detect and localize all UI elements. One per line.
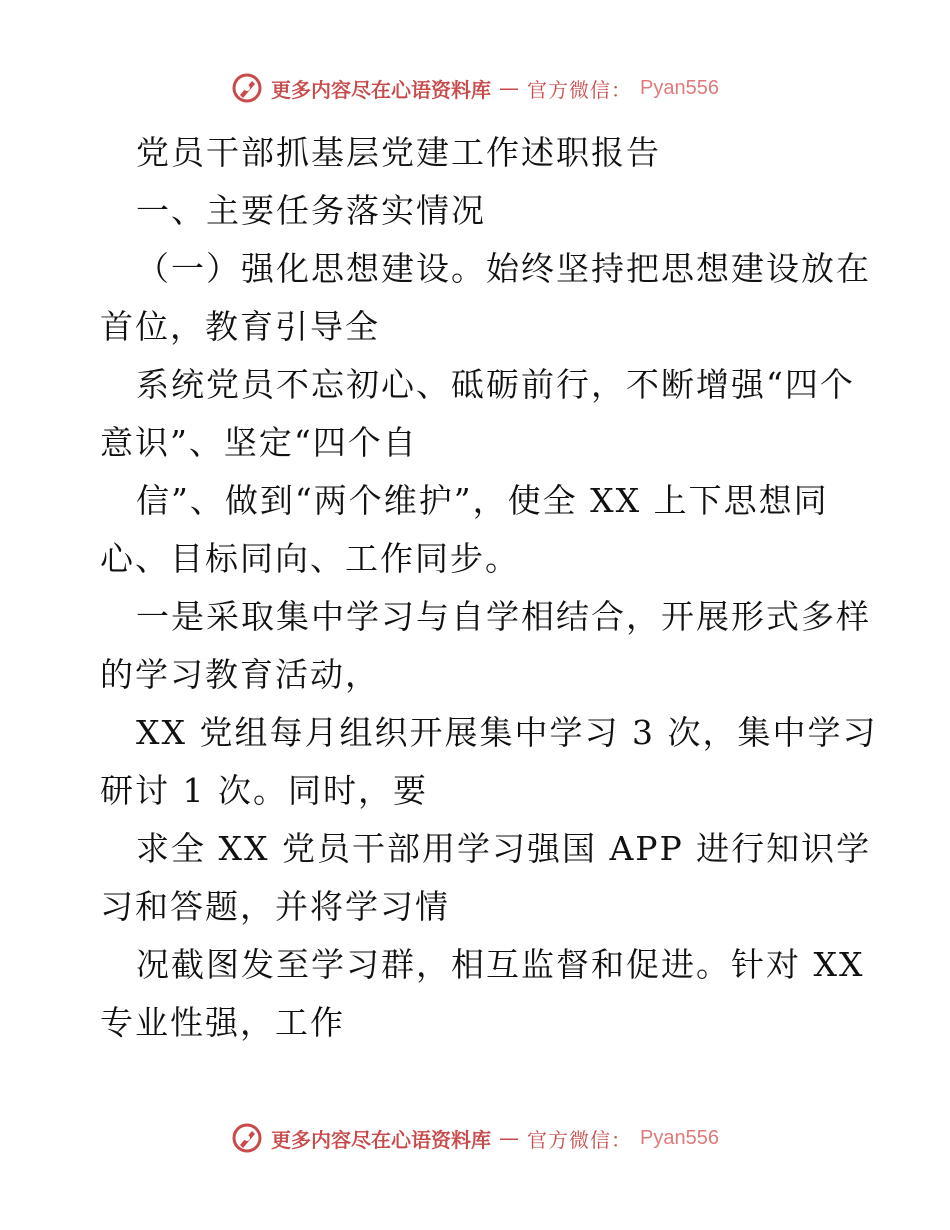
document-line: 一、主要任务落实情况 — [136, 191, 486, 230]
document-line: 党员干部抓基层党建工作述职报告 — [136, 133, 661, 172]
document-line: （一）强化思想建设。始终坚持把思想建设放在 — [136, 249, 871, 288]
document-body — [100, 124, 878, 1052]
pen-circle-logo-icon — [231, 72, 263, 104]
document-line: 系统党员不忘初心、砥砺前行，不断增强“四个 — [136, 365, 855, 404]
document-line: 信”、做到“两个维护”，使全 XX 上下思想同 — [136, 481, 829, 520]
document-line: 首位，教育引导全 — [100, 307, 380, 346]
document-line: 况截图发至学习群，相互监督和促进。针对 XX — [136, 945, 865, 984]
document-line: 意识”、坚定“四个自 — [100, 423, 418, 462]
document-line: 一是采取集中学习与自学相结合，开展形式多样 — [136, 597, 871, 636]
watermark-handle: Pyan556 — [640, 76, 719, 99]
watermark-dash: — — [499, 76, 520, 100]
document-line: 研讨 1 次。同时，要 — [100, 771, 428, 810]
document-line: 习和答题，并将学习情 — [100, 887, 450, 926]
watermark-official-label: 官方微信： — [527, 77, 633, 102]
document-line: XX 党组每月组织开展集中学习 3 次，集中学习 — [136, 713, 878, 752]
document-line: 心、目标同向、工作同步。 — [100, 539, 520, 578]
document-line: 专业性强，工作 — [100, 1003, 345, 1042]
document-line: 的学习教育活动， — [100, 655, 380, 694]
footer-watermark — [0, 1122, 950, 1154]
header-watermark — [0, 72, 950, 104]
document-line: 求全 XX 党员干部用学习强国 APP 进行知识学 — [136, 829, 872, 868]
watermark-handle: Pyan556 — [640, 1126, 719, 1149]
watermark-official-label: 官方微信： — [527, 1127, 633, 1152]
watermark-main-text: 更多内容尽在心语资料库 — [271, 77, 492, 102]
watermark-main-text: 更多内容尽在心语资料库 — [271, 1127, 492, 1152]
pen-circle-logo-icon — [231, 1122, 263, 1154]
watermark-dash: — — [499, 1126, 520, 1150]
